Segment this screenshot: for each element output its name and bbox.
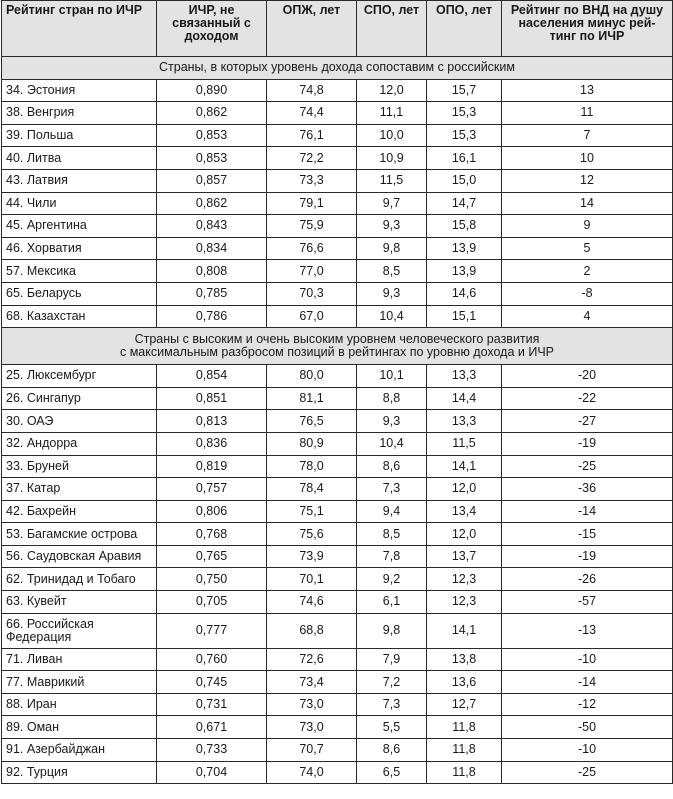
- gni-minus-hdi-value: 13: [502, 79, 673, 102]
- header-row: [2, 1, 673, 57]
- country-name: 56. Саудовская Аравия: [2, 545, 157, 568]
- life-expectancy-value: 75,9: [267, 215, 357, 238]
- life-expectancy-value: 76,6: [267, 237, 357, 260]
- gni-minus-hdi-value: -13: [502, 613, 673, 648]
- mean-schooling-value: 7,3: [357, 693, 427, 716]
- table-row: [2, 716, 673, 739]
- table-row: [2, 500, 673, 523]
- table-row: [2, 260, 673, 283]
- life-expectancy-value: 74,0: [267, 761, 357, 784]
- life-expectancy-value: 77,0: [267, 260, 357, 283]
- hdi-table: [1, 0, 673, 784]
- gni-minus-hdi-value: -15: [502, 523, 673, 546]
- expected-schooling-value: 14,7: [427, 192, 502, 215]
- table-row: [2, 147, 673, 170]
- country-name: 53. Багамские острова: [2, 523, 157, 546]
- mean-schooling-value: 7,9: [357, 648, 427, 671]
- gni-minus-hdi-value: -19: [502, 545, 673, 568]
- country-name: 30. ОАЭ: [2, 410, 157, 433]
- gni-minus-hdi-value: 4: [502, 305, 673, 328]
- header-mean-years-schooling: СПО, лет: [357, 1, 427, 57]
- expected-schooling-value: 14,1: [427, 613, 502, 648]
- gni-minus-hdi-value: 5: [502, 237, 673, 260]
- table-row: [2, 387, 673, 410]
- life-expectancy-value: 76,1: [267, 124, 357, 147]
- country-name: 44. Чили: [2, 192, 157, 215]
- expected-schooling-value: 15,1: [427, 305, 502, 328]
- hdi-value: 0,836: [157, 432, 267, 455]
- mean-schooling-value: 8,8: [357, 387, 427, 410]
- section-header-row: [2, 57, 673, 80]
- table-row: [2, 455, 673, 478]
- hdi-value: 0,834: [157, 237, 267, 260]
- country-name: 40. Литва: [2, 147, 157, 170]
- life-expectancy-value: 80,9: [267, 432, 357, 455]
- table-row: [2, 671, 673, 694]
- hdi-value: 0,862: [157, 102, 267, 125]
- gni-minus-hdi-value: 12: [502, 169, 673, 192]
- gni-minus-hdi-value: -25: [502, 761, 673, 784]
- table-row: [2, 648, 673, 671]
- hdi-value: 0,765: [157, 545, 267, 568]
- life-expectancy-value: 74,8: [267, 79, 357, 102]
- hdi-value: 0,731: [157, 693, 267, 716]
- country-name: 77. Маврикий: [2, 671, 157, 694]
- table-row: [2, 124, 673, 147]
- gni-minus-hdi-value: -22: [502, 387, 673, 410]
- header-expected-years-schooling: ОПО, лет: [427, 1, 502, 57]
- expected-schooling-value: 13,9: [427, 237, 502, 260]
- table-row: [2, 305, 673, 328]
- gni-minus-hdi-value: -12: [502, 693, 673, 716]
- mean-schooling-value: 12,0: [357, 79, 427, 102]
- life-expectancy-value: 74,4: [267, 102, 357, 125]
- mean-schooling-value: 7,8: [357, 545, 427, 568]
- expected-schooling-value: 11,8: [427, 716, 502, 739]
- life-expectancy-value: 75,6: [267, 523, 357, 546]
- life-expectancy-value: 78,0: [267, 455, 357, 478]
- header-rank: Рейтинг стран по ИЧР: [2, 1, 157, 57]
- expected-schooling-value: 15,3: [427, 124, 502, 147]
- hdi-value: 0,851: [157, 387, 267, 410]
- expected-schooling-value: 16,1: [427, 147, 502, 170]
- section-header-row: [2, 328, 673, 365]
- gni-minus-hdi-value: -19: [502, 432, 673, 455]
- hdi-value: 0,854: [157, 365, 267, 388]
- mean-schooling-value: 11,1: [357, 102, 427, 125]
- hdi-value: 0,757: [157, 478, 267, 501]
- life-expectancy-value: 68,8: [267, 613, 357, 648]
- mean-schooling-value: 8,5: [357, 260, 427, 283]
- table-row: [2, 410, 673, 433]
- expected-schooling-value: 13,6: [427, 671, 502, 694]
- life-expectancy-value: 70,3: [267, 282, 357, 305]
- country-name: 65. Беларусь: [2, 282, 157, 305]
- gni-minus-hdi-value: -50: [502, 716, 673, 739]
- mean-schooling-value: 9,8: [357, 237, 427, 260]
- country-name: 46. Хорватия: [2, 237, 157, 260]
- table-row: [2, 282, 673, 305]
- hdi-value: 0,786: [157, 305, 267, 328]
- hdi-value: 0,705: [157, 591, 267, 614]
- expected-schooling-value: 12,7: [427, 693, 502, 716]
- hdi-value: 0,704: [157, 761, 267, 784]
- header-hdi: ИЧР, не связанный с доходом: [157, 1, 267, 57]
- life-expectancy-value: 73,4: [267, 671, 357, 694]
- gni-minus-hdi-value: 2: [502, 260, 673, 283]
- gni-minus-hdi-value: -27: [502, 410, 673, 433]
- header-life-expectancy: ОПЖ, лет: [267, 1, 357, 57]
- mean-schooling-value: 5,5: [357, 716, 427, 739]
- country-name: 66. Российская Федерация: [2, 613, 157, 648]
- hdi-value: 0,733: [157, 739, 267, 762]
- life-expectancy-value: 78,4: [267, 478, 357, 501]
- country-name: 91. Азербайджан: [2, 739, 157, 762]
- mean-schooling-value: 9,8: [357, 613, 427, 648]
- country-name: 57. Мексика: [2, 260, 157, 283]
- life-expectancy-value: 79,1: [267, 192, 357, 215]
- gni-minus-hdi-value: 14: [502, 192, 673, 215]
- country-name: 62. Тринидад и Тобаго: [2, 568, 157, 591]
- section-title-line: Страны с высоким и очень высоким уровнем человеческого развития: [134, 332, 540, 347]
- expected-schooling-value: 12,3: [427, 568, 502, 591]
- hdi-value: 0,808: [157, 260, 267, 283]
- expected-schooling-value: 11,5: [427, 432, 502, 455]
- country-name: 34. Эстония: [2, 79, 157, 102]
- table-row: [2, 613, 673, 648]
- mean-schooling-value: 8,6: [357, 739, 427, 762]
- life-expectancy-value: 74,6: [267, 591, 357, 614]
- table-row: [2, 192, 673, 215]
- life-expectancy-value: 73,3: [267, 169, 357, 192]
- section-title-line: с максимальным разбросом позиций в рейтингах по уровню дохода и ИЧР: [119, 345, 555, 360]
- table-row: [2, 761, 673, 784]
- mean-schooling-value: 10,4: [357, 432, 427, 455]
- hdi-value: 0,819: [157, 455, 267, 478]
- expected-schooling-value: 13,4: [427, 500, 502, 523]
- hdi-value: 0,843: [157, 215, 267, 238]
- country-name: 71. Ливан: [2, 648, 157, 671]
- expected-schooling-value: 13,3: [427, 365, 502, 388]
- mean-schooling-value: 11,5: [357, 169, 427, 192]
- mean-schooling-value: 10,1: [357, 365, 427, 388]
- header-gni-minus-hdi: Рейтинг по ВНД на душу населения минус рей-тинг по ИЧР: [502, 1, 673, 57]
- mean-schooling-value: 8,5: [357, 523, 427, 546]
- table-row: [2, 693, 673, 716]
- hdi-value: 0,760: [157, 648, 267, 671]
- expected-schooling-value: 12,0: [427, 523, 502, 546]
- table-row: [2, 215, 673, 238]
- gni-minus-hdi-value: -36: [502, 478, 673, 501]
- hdi-value: 0,671: [157, 716, 267, 739]
- expected-schooling-value: 13,9: [427, 260, 502, 283]
- gni-minus-hdi-value: -25: [502, 455, 673, 478]
- gni-minus-hdi-value: 11: [502, 102, 673, 125]
- mean-schooling-value: 7,3: [357, 478, 427, 501]
- mean-schooling-value: 9,3: [357, 215, 427, 238]
- table-row: [2, 545, 673, 568]
- life-expectancy-value: 80,0: [267, 365, 357, 388]
- expected-schooling-value: 12,0: [427, 478, 502, 501]
- expected-schooling-value: 15,0: [427, 169, 502, 192]
- mean-schooling-value: 6,5: [357, 761, 427, 784]
- country-name: 25. Люксембург: [2, 365, 157, 388]
- mean-schooling-value: 7,2: [357, 671, 427, 694]
- hdi-value: 0,890: [157, 79, 267, 102]
- table-row: [2, 478, 673, 501]
- country-name: 42. Бахрейн: [2, 500, 157, 523]
- mean-schooling-value: 9,7: [357, 192, 427, 215]
- gni-minus-hdi-value: 7: [502, 124, 673, 147]
- gni-minus-hdi-value: 9: [502, 215, 673, 238]
- table-row: [2, 591, 673, 614]
- life-expectancy-value: 81,1: [267, 387, 357, 410]
- life-expectancy-value: 75,1: [267, 500, 357, 523]
- life-expectancy-value: 73,9: [267, 545, 357, 568]
- life-expectancy-value: 73,0: [267, 693, 357, 716]
- life-expectancy-value: 72,2: [267, 147, 357, 170]
- hdi-value: 0,853: [157, 124, 267, 147]
- hdi-value: 0,862: [157, 192, 267, 215]
- life-expectancy-value: 70,1: [267, 568, 357, 591]
- life-expectancy-value: 76,5: [267, 410, 357, 433]
- life-expectancy-value: 73,0: [267, 716, 357, 739]
- gni-minus-hdi-value: -8: [502, 282, 673, 305]
- mean-schooling-value: 9,4: [357, 500, 427, 523]
- gni-minus-hdi-value: -14: [502, 500, 673, 523]
- gni-minus-hdi-value: -20: [502, 365, 673, 388]
- section-title: Страны, в которых уровень дохода сопоставим с российским: [2, 57, 673, 80]
- gni-minus-hdi-value: -14: [502, 671, 673, 694]
- hdi-value: 0,768: [157, 523, 267, 546]
- country-name: 37. Катар: [2, 478, 157, 501]
- table-row: [2, 739, 673, 762]
- mean-schooling-value: 8,6: [357, 455, 427, 478]
- mean-schooling-value: 10,4: [357, 305, 427, 328]
- gni-minus-hdi-value: -26: [502, 568, 673, 591]
- gni-minus-hdi-value: -10: [502, 739, 673, 762]
- country-name: 88. Иран: [2, 693, 157, 716]
- country-name: 33. Бруней: [2, 455, 157, 478]
- country-name: 38. Венгрия: [2, 102, 157, 125]
- gni-minus-hdi-value: 10: [502, 147, 673, 170]
- gni-minus-hdi-value: -57: [502, 591, 673, 614]
- country-name: 32. Андорра: [2, 432, 157, 455]
- country-name: 26. Сингапур: [2, 387, 157, 410]
- section-title: [2, 328, 673, 365]
- table-row: [2, 568, 673, 591]
- expected-schooling-value: 14,1: [427, 455, 502, 478]
- hdi-value: 0,785: [157, 282, 267, 305]
- expected-schooling-value: 14,6: [427, 282, 502, 305]
- expected-schooling-value: 15,7: [427, 79, 502, 102]
- life-expectancy-value: 70,7: [267, 739, 357, 762]
- country-name: 92. Турция: [2, 761, 157, 784]
- table-row: [2, 432, 673, 455]
- mean-schooling-value: 10,0: [357, 124, 427, 147]
- expected-schooling-value: 14,4: [427, 387, 502, 410]
- table-row: [2, 102, 673, 125]
- country-name: 43. Латвия: [2, 169, 157, 192]
- country-name: 68. Казахстан: [2, 305, 157, 328]
- life-expectancy-value: 67,0: [267, 305, 357, 328]
- hdi-value: 0,745: [157, 671, 267, 694]
- expected-schooling-value: 15,3: [427, 102, 502, 125]
- hdi-value: 0,813: [157, 410, 267, 433]
- table-row: [2, 169, 673, 192]
- mean-schooling-value: 9,3: [357, 282, 427, 305]
- country-name: 39. Польша: [2, 124, 157, 147]
- table-row: [2, 79, 673, 102]
- mean-schooling-value: 9,3: [357, 410, 427, 433]
- expected-schooling-value: 13,3: [427, 410, 502, 433]
- hdi-value: 0,777: [157, 613, 267, 648]
- mean-schooling-value: 9,2: [357, 568, 427, 591]
- country-name: 89. Оман: [2, 716, 157, 739]
- hdi-value: 0,806: [157, 500, 267, 523]
- expected-schooling-value: 13,7: [427, 545, 502, 568]
- mean-schooling-value: 10,9: [357, 147, 427, 170]
- hdi-value: 0,853: [157, 147, 267, 170]
- hdi-value: 0,857: [157, 169, 267, 192]
- mean-schooling-value: 6,1: [357, 591, 427, 614]
- table-row: [2, 523, 673, 546]
- country-name: 63. Кувейт: [2, 591, 157, 614]
- expected-schooling-value: 13,8: [427, 648, 502, 671]
- table-row: [2, 237, 673, 260]
- expected-schooling-value: 11,8: [427, 761, 502, 784]
- expected-schooling-value: 12,3: [427, 591, 502, 614]
- table-row: [2, 365, 673, 388]
- hdi-value: 0,750: [157, 568, 267, 591]
- expected-schooling-value: 15,8: [427, 215, 502, 238]
- gni-minus-hdi-value: -10: [502, 648, 673, 671]
- expected-schooling-value: 11,8: [427, 739, 502, 762]
- country-name: 45. Аргентина: [2, 215, 157, 238]
- life-expectancy-value: 72,6: [267, 648, 357, 671]
